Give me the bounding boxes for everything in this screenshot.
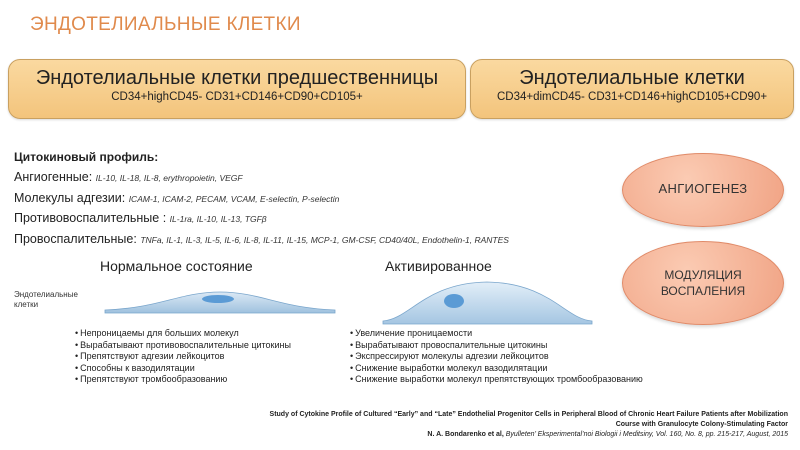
progenitor-cells-heading: Эндотелиальные клетки предшественницы bbox=[35, 67, 439, 89]
citation-authors: N. A. Bondarenko et al, bbox=[427, 431, 504, 438]
profile-row-adhesion bbox=[14, 191, 339, 205]
modulation-label-line2: ВОСПАЛЕНИЯ bbox=[660, 284, 746, 298]
list-item: • Препятствуют адгезии лейкоцитов bbox=[75, 351, 291, 363]
profile-row-angiogenic bbox=[14, 170, 243, 184]
normal-cell-nucleus bbox=[202, 295, 234, 303]
citation-journal: Byulleten’ Eksperimental’noi Biologii i Meditsiny, Vol. 160, No. 8, pp. 215-217, August, 2015 bbox=[505, 431, 788, 438]
list-item: • Увеличение проницаемости bbox=[350, 328, 643, 340]
normal-state-list bbox=[75, 328, 291, 386]
list-item: • Вырабатывают противовоспалительные цитокины bbox=[75, 340, 291, 352]
profile-row-pro-inflammatory bbox=[14, 232, 509, 246]
activated-cell-illustration bbox=[380, 277, 595, 329]
citation-title-line2: Course with Granulocyte Colony-Stimulating Factor bbox=[615, 421, 788, 428]
citation-title-line1: Study of Cytokine Profile of Cultured “Early” and “Late” Endothelial Progenitor Cells in Peripheral Blood of Chronic Heart Failure Patients after Mobilization bbox=[269, 411, 788, 418]
activated-cell-nucleus bbox=[444, 294, 464, 308]
progenitor-cells-markers: CD34+highCD45- CD31+CD146+CD90+CD105+ bbox=[111, 91, 363, 103]
list-item: • Препятствуют тромбообразованию bbox=[75, 374, 291, 386]
activated-state-list bbox=[350, 328, 643, 386]
list-item: • Снижение выработки молекул вазодилятации bbox=[350, 363, 643, 375]
list-item: • Снижение выработки молекул препятствующих тромбообразованию bbox=[350, 374, 643, 386]
normal-cell-illustration bbox=[100, 282, 340, 322]
list-item: • Непроницаемы для больших молекул bbox=[75, 328, 291, 340]
slide-title: ЭНДОТЕЛИАЛЬНЫЕ КЛЕТКИ bbox=[30, 14, 301, 35]
progenitor-cells-box bbox=[8, 59, 466, 119]
profile-row-value: ICAM-1, ICAM-2, PECAM, VCAM, E-selectin, P-selectin bbox=[128, 194, 340, 204]
modulation-label-line1: МОДУЛЯЦИЯ bbox=[664, 268, 742, 282]
profile-row-value: IL-1ra, IL-10, IL-13, TGFβ bbox=[169, 214, 267, 224]
profile-row-label: Провоспалительные: bbox=[14, 232, 137, 246]
endothelial-cells-box bbox=[470, 59, 794, 119]
profile-row-label: Молекулы адгезии: bbox=[14, 191, 126, 205]
citation bbox=[270, 410, 788, 440]
endothelial-cells-label-line2: клетки bbox=[14, 300, 39, 309]
angiogenesis-circle bbox=[622, 153, 784, 227]
inflammation-modulation-circle bbox=[622, 241, 784, 325]
endothelial-cells-markers: CD34+dimCD45- CD31+CD146+highCD105+CD90+ bbox=[496, 91, 768, 103]
normal-state-title: Нормальное состояние bbox=[100, 258, 253, 274]
list-item: • Способны к вазодилятации bbox=[75, 363, 291, 375]
list-item: • Вырабатывают провоспалительные цитокины bbox=[350, 340, 643, 352]
list-item: • Экспрессируют молекулы адгезии лейкоцитов bbox=[350, 351, 643, 363]
endothelial-cells-heading: Эндотелиальные клетки bbox=[519, 67, 745, 89]
activated-cell-body bbox=[383, 282, 592, 324]
endothelial-cells-label-line1: Эндотелиальные bbox=[14, 290, 78, 299]
cytokine-profile-title: Цитокиновый профиль: bbox=[14, 150, 159, 164]
profile-row-label: Ангиогенные: bbox=[14, 170, 93, 184]
profile-row-value: IL-10, IL-18, IL-8, erythropoietin, VEGF bbox=[95, 173, 243, 183]
profile-row-label: Противовоспалительные : bbox=[14, 211, 167, 225]
profile-row-anti-inflammatory bbox=[14, 211, 267, 225]
activated-state-title: Активированное bbox=[385, 258, 492, 274]
angiogenesis-label: АНГИОГЕНЕЗ bbox=[658, 181, 748, 196]
endothelial-cells-label bbox=[14, 290, 78, 310]
profile-row-value: TNFa, IL-1, IL-3, IL-5, IL-6, IL-8, IL-11, IL-15, MCP-1, GM-CSF, CD40/40L, Endothelin-1, RANTES bbox=[140, 235, 509, 245]
